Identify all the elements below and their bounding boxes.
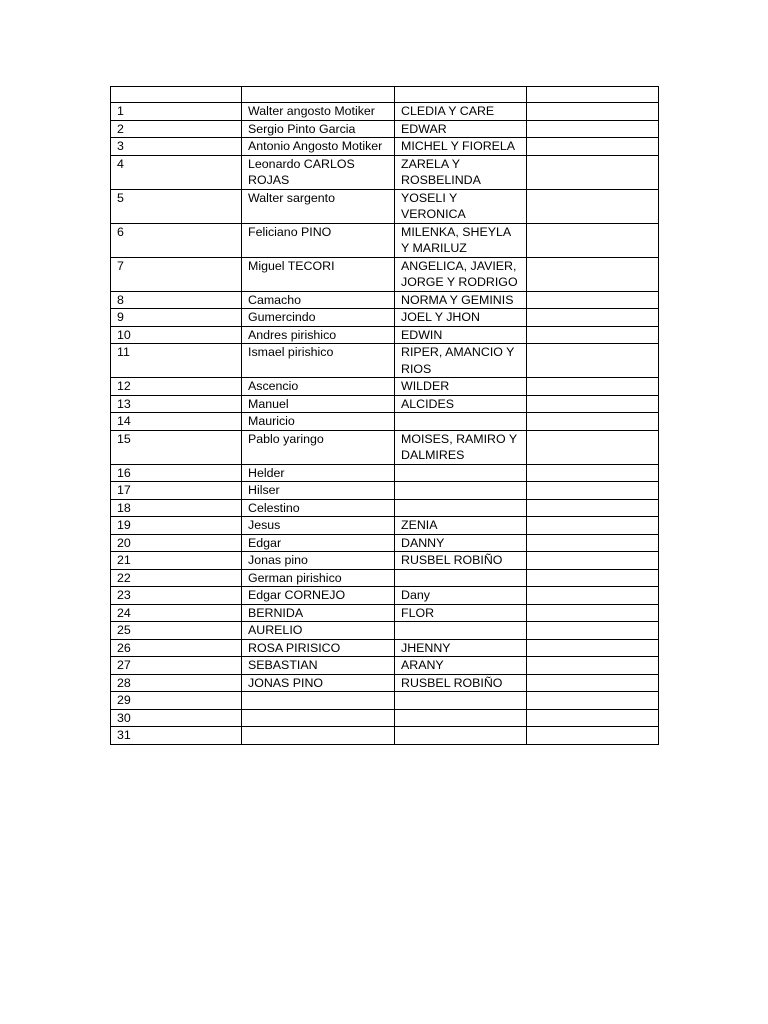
number-cell: 22 xyxy=(111,569,242,587)
name-cell xyxy=(242,692,395,710)
table-row xyxy=(111,622,659,640)
children-cell: EDWAR xyxy=(395,120,527,138)
name-cell: Pablo yaringo xyxy=(242,430,395,464)
name-cell: Gumercindo xyxy=(242,309,395,327)
extra-cell xyxy=(527,103,659,121)
name-cell: Edgar xyxy=(242,534,395,552)
name-cell: BERNIDA xyxy=(242,604,395,622)
table-row xyxy=(111,103,659,121)
children-cell: CLEDIA Y CARE xyxy=(395,103,527,121)
number-cell: 25 xyxy=(111,622,242,640)
number-cell: 16 xyxy=(111,464,242,482)
name-cell: Leonardo CARLOS ROJAS xyxy=(242,155,395,189)
extra-cell xyxy=(527,120,659,138)
table-row xyxy=(111,326,659,344)
table-row xyxy=(111,657,659,675)
extra-cell xyxy=(527,727,659,745)
children-cell: MILENKA, SHEYLA Y MARILUZ xyxy=(395,223,527,257)
number-cell: 24 xyxy=(111,604,242,622)
name-cell: JONAS PINO xyxy=(242,674,395,692)
header-cell xyxy=(111,87,242,103)
extra-cell xyxy=(527,309,659,327)
extra-cell xyxy=(527,674,659,692)
children-cell xyxy=(395,622,527,640)
children-cell: ARANY xyxy=(395,657,527,675)
table-row xyxy=(111,604,659,622)
name-cell: Ismael pirishico xyxy=(242,344,395,378)
extra-cell xyxy=(527,517,659,535)
extra-cell xyxy=(527,430,659,464)
header-cell xyxy=(527,87,659,103)
number-cell: 11 xyxy=(111,344,242,378)
number-cell: 2 xyxy=(111,120,242,138)
children-cell: ZARELA Y ROSBELINDA xyxy=(395,155,527,189)
table-row xyxy=(111,464,659,482)
number-cell: 3 xyxy=(111,138,242,156)
table-row xyxy=(111,482,659,500)
name-cell: Edgar CORNEJO xyxy=(242,587,395,605)
number-cell: 9 xyxy=(111,309,242,327)
extra-cell xyxy=(527,378,659,396)
extra-cell xyxy=(527,326,659,344)
extra-cell xyxy=(527,534,659,552)
table-row xyxy=(111,674,659,692)
header-cell xyxy=(395,87,527,103)
children-cell: MICHEL Y FIORELA xyxy=(395,138,527,156)
name-cell: Antonio Angosto Motiker xyxy=(242,138,395,156)
name-cell: Walter angosto Motiker xyxy=(242,103,395,121)
name-cell: Walter sargento xyxy=(242,189,395,223)
children-cell: WILDER xyxy=(395,378,527,396)
name-cell: Camacho xyxy=(242,291,395,309)
name-cell: Jonas pino xyxy=(242,552,395,570)
extra-cell xyxy=(527,344,659,378)
number-cell: 20 xyxy=(111,534,242,552)
extra-cell xyxy=(527,587,659,605)
name-cell: Jesus xyxy=(242,517,395,535)
number-cell: 13 xyxy=(111,395,242,413)
table-row xyxy=(111,587,659,605)
children-cell: ANGELICA, JAVIER, JORGE Y RODRIGO xyxy=(395,257,527,291)
extra-cell xyxy=(527,291,659,309)
name-cell: Andres pirishico xyxy=(242,326,395,344)
table-row xyxy=(111,430,659,464)
extra-cell xyxy=(527,657,659,675)
table-header-row xyxy=(111,87,659,103)
number-cell: 15 xyxy=(111,430,242,464)
number-cell: 5 xyxy=(111,189,242,223)
name-cell: Manuel xyxy=(242,395,395,413)
number-cell: 1 xyxy=(111,103,242,121)
extra-cell xyxy=(527,639,659,657)
number-cell: 30 xyxy=(111,709,242,727)
table-row xyxy=(111,534,659,552)
roster-table-body xyxy=(111,87,659,745)
name-cell xyxy=(242,727,395,745)
extra-cell xyxy=(527,395,659,413)
table-row xyxy=(111,395,659,413)
header-cell xyxy=(242,87,395,103)
number-cell: 10 xyxy=(111,326,242,344)
extra-cell xyxy=(527,622,659,640)
table-row xyxy=(111,378,659,396)
name-cell: Feliciano PINO xyxy=(242,223,395,257)
name-cell: SEBASTIAN xyxy=(242,657,395,675)
extra-cell xyxy=(527,189,659,223)
children-cell xyxy=(395,464,527,482)
children-cell: NORMA Y GEMINIS xyxy=(395,291,527,309)
name-cell: Miguel TECORI xyxy=(242,257,395,291)
name-cell: German pirishico xyxy=(242,569,395,587)
number-cell: 12 xyxy=(111,378,242,396)
children-cell: RIPER, AMANCIO Y RIOS xyxy=(395,344,527,378)
children-cell: YOSELI Y VERONICA xyxy=(395,189,527,223)
extra-cell xyxy=(527,552,659,570)
name-cell: Ascencio xyxy=(242,378,395,396)
children-cell xyxy=(395,482,527,500)
children-cell xyxy=(395,413,527,431)
table-row xyxy=(111,639,659,657)
number-cell: 21 xyxy=(111,552,242,570)
table-row xyxy=(111,189,659,223)
table-row xyxy=(111,344,659,378)
table-row xyxy=(111,257,659,291)
table-row xyxy=(111,413,659,431)
extra-cell xyxy=(527,482,659,500)
table-row xyxy=(111,569,659,587)
table-row xyxy=(111,517,659,535)
number-cell: 26 xyxy=(111,639,242,657)
name-cell: Mauricio xyxy=(242,413,395,431)
table-row xyxy=(111,709,659,727)
name-cell: Celestino xyxy=(242,499,395,517)
children-cell: Dany xyxy=(395,587,527,605)
extra-cell xyxy=(527,604,659,622)
extra-cell xyxy=(527,569,659,587)
number-cell: 31 xyxy=(111,727,242,745)
extra-cell xyxy=(527,223,659,257)
name-cell: AURELIO xyxy=(242,622,395,640)
children-cell xyxy=(395,727,527,745)
table-row xyxy=(111,291,659,309)
roster-table xyxy=(110,86,659,745)
children-cell: JHENNY xyxy=(395,639,527,657)
number-cell: 28 xyxy=(111,674,242,692)
number-cell: 19 xyxy=(111,517,242,535)
table-row xyxy=(111,552,659,570)
table-row xyxy=(111,692,659,710)
extra-cell xyxy=(527,464,659,482)
extra-cell xyxy=(527,692,659,710)
children-cell xyxy=(395,709,527,727)
name-cell: Sergio Pinto Garcia xyxy=(242,120,395,138)
children-cell: RUSBEL ROBIÑO xyxy=(395,552,527,570)
children-cell xyxy=(395,499,527,517)
children-cell xyxy=(395,569,527,587)
table-row xyxy=(111,223,659,257)
children-cell: ALCIDES xyxy=(395,395,527,413)
extra-cell xyxy=(527,413,659,431)
number-cell: 18 xyxy=(111,499,242,517)
children-cell: DANNY xyxy=(395,534,527,552)
name-cell: Hilser xyxy=(242,482,395,500)
children-cell xyxy=(395,692,527,710)
number-cell: 29 xyxy=(111,692,242,710)
number-cell: 27 xyxy=(111,657,242,675)
extra-cell xyxy=(527,257,659,291)
number-cell: 14 xyxy=(111,413,242,431)
children-cell: FLOR xyxy=(395,604,527,622)
children-cell: MOISES, RAMIRO Y DALMIRES xyxy=(395,430,527,464)
table-row xyxy=(111,120,659,138)
children-cell: RUSBEL ROBIÑO xyxy=(395,674,527,692)
table-row xyxy=(111,138,659,156)
number-cell: 4 xyxy=(111,155,242,189)
table-row xyxy=(111,155,659,189)
table-row xyxy=(111,309,659,327)
children-cell: EDWIN xyxy=(395,326,527,344)
number-cell: 8 xyxy=(111,291,242,309)
children-cell: JOEL Y JHON xyxy=(395,309,527,327)
extra-cell xyxy=(527,499,659,517)
number-cell: 23 xyxy=(111,587,242,605)
table-row xyxy=(111,727,659,745)
extra-cell xyxy=(527,709,659,727)
name-cell: Helder xyxy=(242,464,395,482)
number-cell: 6 xyxy=(111,223,242,257)
extra-cell xyxy=(527,138,659,156)
name-cell xyxy=(242,709,395,727)
extra-cell xyxy=(527,155,659,189)
table-row xyxy=(111,499,659,517)
number-cell: 17 xyxy=(111,482,242,500)
children-cell: ZENIA xyxy=(395,517,527,535)
name-cell: ROSA PIRISICO xyxy=(242,639,395,657)
number-cell: 7 xyxy=(111,257,242,291)
